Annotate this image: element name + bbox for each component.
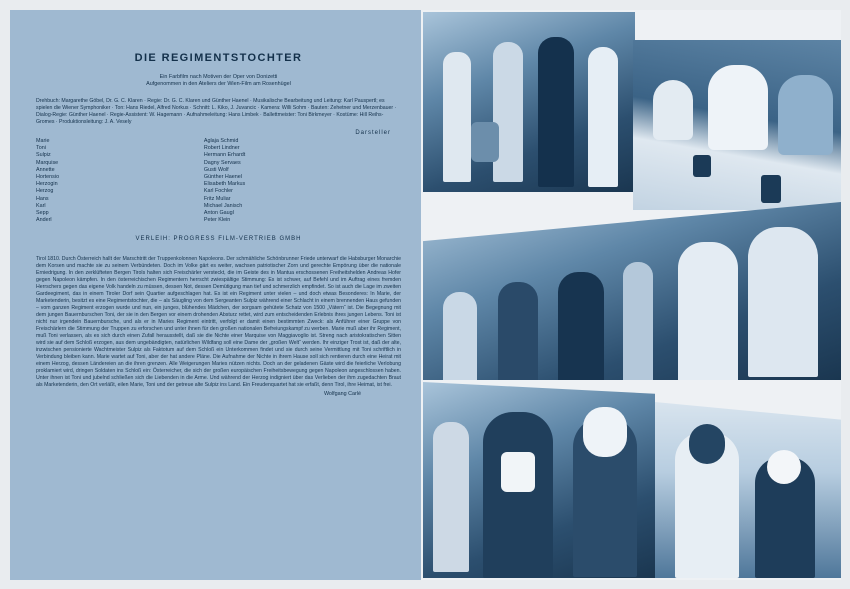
cast-actor: Dagny Servaes [203, 159, 241, 166]
right-page-photo-panel [421, 10, 841, 580]
cast-row [36, 181, 401, 188]
still-photo-dancing-scene [423, 382, 655, 578]
film-title: DIE REGIMENTSTOCHTER [134, 52, 303, 64]
film-subtitle [36, 74, 401, 88]
cast-role: Karl [36, 202, 46, 209]
cast-role: Marie [36, 138, 50, 144]
cast-actor: Robert Lindner [203, 145, 240, 152]
cast-actor: Gusti Wolf [203, 166, 229, 173]
cast-actor: Günther Haenel [203, 174, 242, 181]
cast-list [36, 138, 401, 224]
cast-actor: Hermann Erhardt [203, 152, 246, 159]
cast-role: Marquise [36, 159, 59, 166]
cast-actor: Elisabeth Markus [203, 181, 246, 188]
cast-role: Sepp [36, 210, 49, 217]
cast-role: Herzog [36, 188, 54, 195]
cast-role: Anderl [36, 217, 52, 224]
cast-row [36, 167, 401, 174]
cast-row [36, 138, 401, 145]
cast-actor: Fritz Muliar [203, 195, 231, 202]
cast-role: Toni [36, 145, 46, 152]
cast-actor: Anton Gaugl [203, 210, 234, 217]
cast-row [36, 188, 401, 195]
cast-role: Annette [36, 166, 55, 173]
still-photo-crowd-scene [423, 202, 841, 380]
cast-row [36, 210, 401, 217]
cast-role: Herzogin [36, 181, 58, 188]
cast-row [36, 174, 401, 181]
cast-role: Hortensio [36, 174, 60, 181]
synopsis-author: Wolfgang Carlé [323, 391, 361, 398]
cast-actor: Karl Fochler [203, 188, 233, 195]
cast-row [36, 217, 401, 224]
subtitle-line: Ein Farbfilm nach Motiven der Oper von Donizetti [159, 74, 278, 80]
left-page-text-panel [10, 10, 421, 580]
cast-actor: Aglaja Schmid [203, 138, 239, 144]
cast-role: Hans [36, 195, 49, 202]
cast-row [36, 145, 401, 152]
crew-credits: Drehbuch: Margarethe Göbel, Dr. G. C. Klaren · Regie: Dr. G. C. Klaren und Günther Haenel · Musikalische Bearbeitung und Leitung: Karl Pauspertl; es spielen die Wiener Symphoniker · Ton: Hans Riedel, Alfred Norkus · Schnitt: L. Kiko, J. Juvancic · Kamera: Willi Sohm · Bauten: Zehetner und Merzenbauer · Dialog-Regie: Günther Haenel · Regie-Assistent: W. Hagemann · Aufnahmeleitung: Hans Limbek · Ballettmeister: Toni Birkmeyer · Kostüme: Hill Reihs-Gromes · Produktionsleitung: J. A. Vesely [36, 98, 397, 125]
still-photo-table-scene [633, 40, 841, 210]
cast-row [36, 196, 401, 203]
cast-row [36, 203, 401, 210]
cast-row [36, 160, 401, 167]
cast-heading: Darsteller [355, 130, 391, 136]
cast-row [36, 152, 401, 159]
still-photo-couple [655, 402, 841, 578]
still-photo-soldiers [423, 12, 635, 192]
cast-actor: Peter Klein [203, 217, 231, 224]
cast-actor: Michael Janisch [203, 202, 243, 209]
cast-role: Sulpiz [36, 152, 51, 159]
synopsis-text: Tirol 1810. Durch Österreich hallt der Marschtritt der Truppenkolonnen Napoleons. Der schmähliche Schönbrunner Friede unterwarf die Habsburger Monarchie dem Korsen und machte sie zu seinem Verbündeten. Doch im Volke gärt es weiter, wachsen patriotischer Zorn und gerechte Empörung über die nationale Erniedrigung. In den zerklüfteten Bergen Tirols halten sich Freischärler versteckt, die im Geiste des in Mantua erschossenen Freiheitshelden Andreas Hofer gegen Napoleon kämpfen. In den österreichischen Regimentern herrscht zwiespältige Stimmung: Es ist schwer, auf Befehl und im Auftrag eines fremden Herrschers gegen das eigene Volk handeln zu müssen, dessen Not, dessen Demütigung man tief und schmerzlich empfindet. So ist auch die Lage im zweiten Gardeegiment, das in einem Tiroler Dorf sein Quartier aufgeschlagen hat. Es ist ein Regiment unter vielen – und doch etwas Besonderes: In Marie, der Marketenderin, besitzt es eine Regimentstochter, die – als Säugling von dem Sergeanten Sulpiz während einer Schlacht in einem brennenden Haus gefunden – vom ganzen Regiment erzogen wurde und nun, ein junges, blühendes Mädchen, der sorgsam gehütete Schatz von 1500 „Vätern“ ist. Die Begegnung mit dem jungen Bauernburschen Toni, der sie in den Bergen vor einem drohenden Absturz rettet, wird zum entscheidenden Erlebnis ihres jungen Lebens. Toni ist nicht nur irgendein Bauernbursche, und als er in Maries Regiment eintritt, verfolgt er damit einen bestimmten Zweck: als Anführer einer Gruppe von Freischärlern die Stimmung der Truppen zu erforschen und unter ihnen für den großen nationalen Befreiungskampf zu werben. Marie muß aber ihr Regiment, muß Toni verlassen, als es sich durch einen Zufall herausstellt, daß sie die Nichte einer Marquise von Maggiavoglio ist. Streng nach aristokratischen Sitten wird sie auf dem Schloß erzogen, aus dem ungebändigten, natürlichen Wildfang soll eine Dame der „großen Welt“ werden. Ihr einziger Trost ist, daß der alte, inzwischen pensionierte Wachtmeister Sulpiz als Faktotum auf dem Schloß ein Unterkommen findet und sie durch seine Vermittlung mit Toni schriftlich in Verbindung bleiben kann. Marie wartet auf Toni, aber der hat andere Pläne. Die Aufnahme der Nichte in ihrem Hause soll sich rentieren durch eine Heirat mit einem Herzog, dessen Ländereien an die ihren grenzen. Alle Weigerungen Maries nützen nichts. Doch an der geladenen Gäste wird die feierliche Verlobung proklamiert wird, dringen Soldaten ins Schloß ein: Österreicher, die sich der großen europäischen Freiheitsbewegung gegen Napoleon angeschlossen haben. Unter ihnen ist Toni und jubelnd schließen sich die Liebenden in die Arme. Und während der Herzog indigniert über das Verlieben der ihm zugedachten Braut als Marketenderin, den Ort verläßt, eilen Marie, Toni und der getreue alte Sulpiz ins Land. Ein Freudenquartet hat sie erfaßt, denn Tirol, ihre Heimat, ist frei. [36, 256, 401, 389]
subtitle-line: Aufgenommen in den Ateliers der Wien-Film am Rosenhügel [146, 81, 291, 87]
distribution-credit: VERLEIH: PROGRESS FILM-VERTRIEB GMBH [135, 236, 302, 243]
